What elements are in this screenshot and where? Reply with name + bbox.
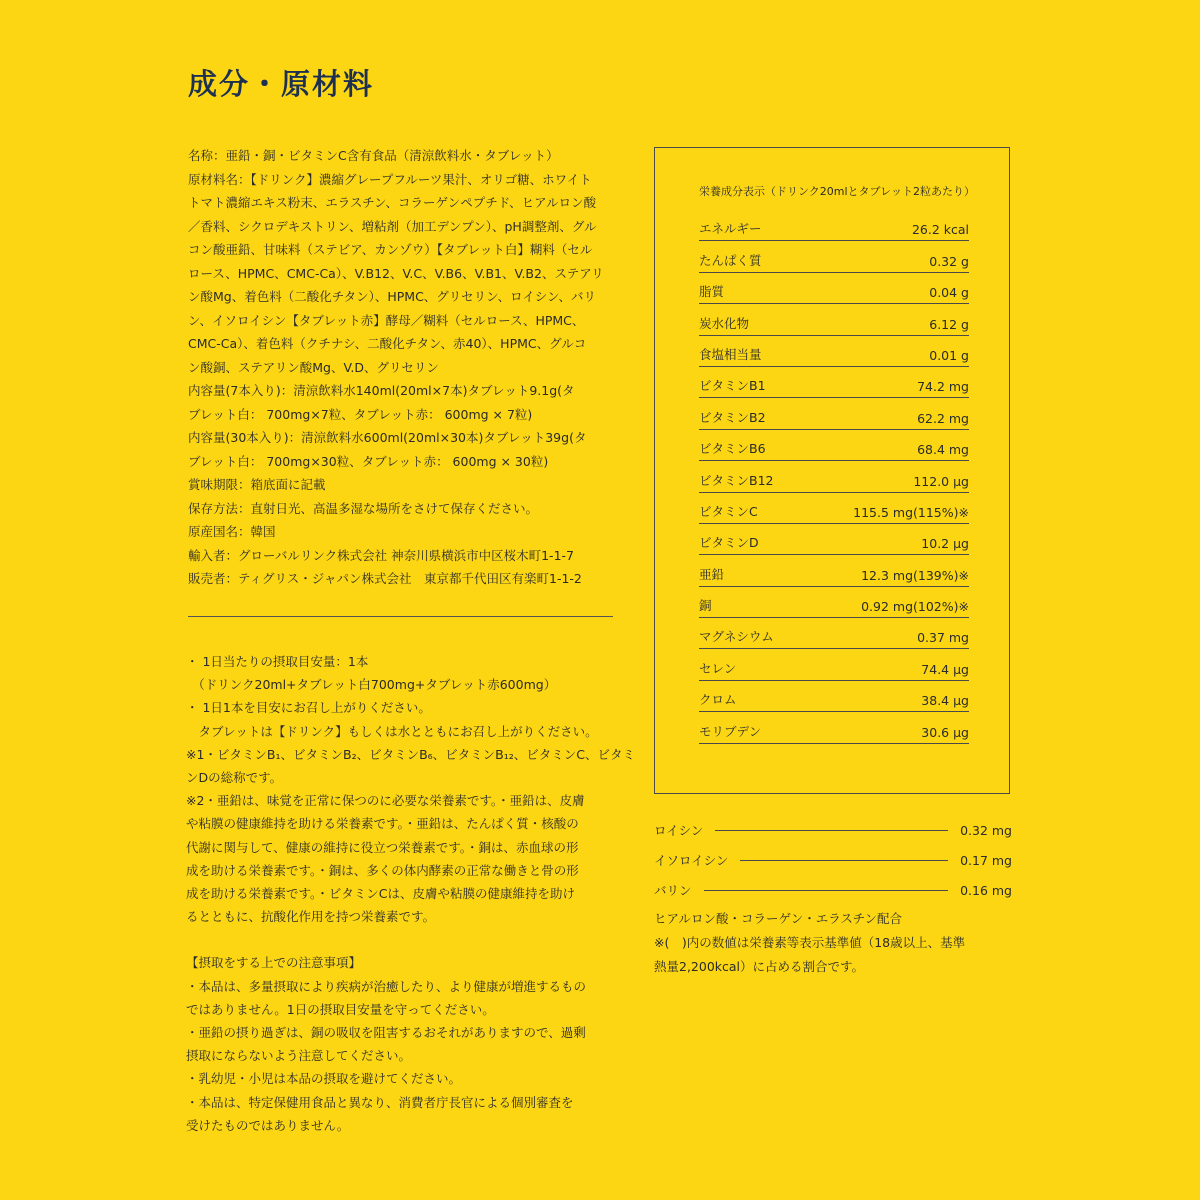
ingredient-line: ブレット白： 700mg×30粒、タブレット赤： 600mg × 30粒) [188,453,549,469]
nutrition-list [699,210,969,744]
nutrition-row [699,587,969,618]
caution-line: ・本品は、特定保健用食品と異なり、消費者庁長官による個別審査を [186,1094,574,1110]
ingredient-line: コン酸亜鉛、甘味料（ステビア、カンゾウ）【タブレット白】糊料（セル [188,242,593,257]
nutrition-row [699,367,969,398]
nutrient-label: ビタミンD [699,535,759,551]
nutrient-label: エネルギー [699,221,762,237]
caution-heading: 【摂取をする上での注意事項】 [186,955,362,971]
nutrient-label: モリブデン [699,723,762,739]
caution-line: 受けたものではありません。 [186,1117,350,1133]
caution-line: ・亜鉛の摂り過ぎは、銅の吸収を阻害するおそれがありますので、過剰 [186,1025,586,1041]
nutrient-value: 0.01 g [929,347,969,363]
nutrient-label: 炭水化物 [699,315,750,331]
nutrient-value: 38.4 μg [921,693,969,709]
nutrient-label: 食塩相当量 [699,346,762,362]
nutrition-row [699,210,969,241]
nutrient-label: 脂質 [699,284,725,300]
nutrition-row [699,524,969,555]
note-line: タブレットは【ドリンク】もしくは水とともにお召し上がりください。 [186,723,598,739]
footer-line: ※( )内の数値は栄養素等表示基準値（18歳以上、基準 [654,935,966,950]
ingredient-line: 原産国名：韓国 [188,524,276,539]
note-line: ※1・ビタミンB₁、ビタミンB₂、ビタミンB₆、ビタミンB₁₂、ビタミンC、ビタミ [186,746,636,762]
nutrition-row [699,241,969,272]
nutrient-value: 30.6 μg [921,724,969,740]
ingredient-line: ン酸Mg、着色料（二酸化チタン）、HPMC、グリセリン、ロイシン、バリ [188,289,596,304]
nutrient-label: クロム [699,692,737,708]
note-line: ・ 1日当たりの摂取目安量：1本 [186,654,369,669]
ingredient-line: 内容量(7本入り)：清涼飲料水140ml(20ml×7本)タブレット9.1g(タ [188,383,575,398]
nutrient-label: セレン [699,660,737,676]
nutrient-value: 112.0 μg [913,473,969,489]
nutrition-row [699,555,969,586]
nutrient-label: ビタミンB2 [699,409,766,425]
note-line: （ドリンク20ml+タブレット白700mg+タブレット赤600mg） [186,677,557,693]
nutrition-row [699,461,969,492]
nutrition-row [699,273,969,304]
note-line: ンDの総称です。 [186,770,283,786]
nutrient-value: 0.04 g [929,285,969,301]
nutrient-value: 26.2 kcal [911,222,969,238]
note-line: 成を助ける栄養素です。・ビタミンCは、皮膚や粘膜の健康維持を助け [186,886,575,902]
nutrient-label: 亜鉛 [699,566,725,582]
nutrition-row [699,649,969,680]
nutrient-value: 68.4 mg [917,442,969,458]
nutrition-row [699,618,969,649]
ingredient-line: ／香料、シクロデキストリン、増粘剤（加工デンプン）、pH調整剤、グル [188,218,597,234]
amino-row [654,815,1012,845]
nutrition-facts-box [654,147,1010,794]
note-line: るとともに、抗酸化作用を持つ栄養素です。 [186,909,436,925]
nutrition-heading: 栄養成分表示（ドリンク20mlとタブレット2粒あたり） [699,185,975,198]
leader-line [704,890,949,891]
nutrient-value: 12.3 mg(139%)※ [861,567,969,583]
ingredient-line: 賞味期限：箱底面に記載 [188,477,326,492]
leader-line [740,860,948,861]
nutrient-value: 10.2 μg [921,536,969,552]
ingredient-line: 輸入者：グローバルリンク株式会社 神奈川県横浜市中区桜木町1-1-7 [188,547,574,563]
note-line: ※2・亜鉛は、味覚を正常に保つのに必要な栄養素です。・亜鉛は、皮膚 [186,793,585,809]
leader-line [715,830,948,831]
footer-line: 熱量2,200kcal）に占める割合です。 [654,959,865,974]
notes-block [186,650,636,1137]
nutrient-label: 銅 [699,598,712,614]
note-line: ・ 1日1本を目安にお召し上がりください。 [186,700,431,716]
note-line: 成を助ける栄養素です。・銅は、多くの体内酵素の正常な働きと骨の形 [186,862,579,878]
page-title: 成分・原材料 [188,67,375,101]
nutrient-value: 0.92 mg(102%)※ [861,599,969,615]
nutrient-label: ビタミンB12 [699,472,774,488]
ingredient-line: ン酸銅、ステアリン酸Mg、V.D、グリセリン [188,359,439,375]
nutrient-value: 62.2 mg [917,410,969,426]
caution-line: ・乳幼児・小児は本品の摂取を避けてください。 [186,1071,462,1087]
caution-line: 摂取にならないよう注意してください。 [186,1048,412,1064]
nutrition-row [699,304,969,335]
nutrition-row [699,336,969,367]
note-line: 代謝に関与して、健康の維持に役立つ栄養素です。・銅は、赤血球の形 [186,839,579,855]
nutrient-label: ビタミンB1 [699,378,766,394]
amino-value: 0.32 mg [960,822,1012,838]
ingredient-line: 名称：亜鉛・銅・ビタミンC含有食品（清涼飲料水・タブレット） [188,148,559,163]
caution-line: ・本品は、多量摂取により疾病が治癒したり、より健康が増進するもの [186,978,587,994]
amino-label: バリン [654,883,692,898]
ingredient-line: 内容量(30本入り)：清涼飲料水600ml(20ml×30本)タブレット39g(タ [188,430,587,445]
amino-label: イソロイシン [654,853,729,868]
ingredient-line: ン、イソロイシン【タブレット赤】酵母／糊料（セルロース、HPMC、 [188,312,585,328]
ingredients-block [188,144,638,591]
ingredient-line: 保存方法：直射日光、高温多湿な場所をさけて保存ください。 [188,500,539,516]
ingredient-line: CMC-Ca）、着色料（クチナシ、二酸化チタン、赤40）、HPMC、グルコ [188,336,587,351]
footer-notes [654,907,1014,979]
amino-row [654,845,1012,875]
amino-value: 0.17 mg [960,852,1012,868]
nutrient-label: ビタミンC [699,503,758,519]
nutrient-label: マグネシウム [699,629,774,645]
nutrition-row [699,493,969,524]
note-spacer [186,928,636,951]
amino-value: 0.16 mg [960,882,1012,898]
caution-line: ではありません。1日の摂取目安量を守ってください。 [186,1001,495,1017]
ingredient-line: ブレット白： 700mg×7粒、タブレット赤： 600mg × 7粒) [188,406,533,422]
nutrient-value: 0.37 mg [917,630,969,646]
nutrition-row [699,681,969,712]
amino-row [654,875,1012,905]
section-divider [188,616,613,617]
nutrition-row [699,398,969,429]
nutrient-label: ビタミンB6 [699,441,766,457]
nutrition-row [699,430,969,461]
nutrient-value: 115.5 mg(115%)※ [853,504,969,520]
footer-line: ヒアルロン酸・コラーゲン・エラスチン配合 [654,911,903,926]
note-line: や粘膜の健康維持を助ける栄養素です。・亜鉛は、たんぱく質・核酸の [186,816,579,832]
ingredient-line: ロース、HPMC、CMC-Ca）、V.B12、V.C、V.B6、V.B1、V.B2、ステアリ [188,265,604,281]
amino-label: ロイシン [654,823,704,838]
nutrient-value: 6.12 g [929,316,969,332]
nutrient-value: 74.2 mg [917,379,969,395]
ingredient-line: 販売者：ティグリス・ジャパン株式会社 東京都千代田区有楽町1-1-2 [188,571,582,586]
nutrition-row [699,712,969,743]
amino-acid-list [654,815,1012,905]
nutrient-label: たんぱく質 [699,252,762,268]
ingredient-line: トマト濃縮エキス粉末、エラスチン、コラーゲンペプチド、ヒアルロン酸 [188,195,597,210]
nutrient-value: 0.32 g [929,253,969,269]
ingredient-line: 原材料名：【ドリンク】濃縮グレープフルーツ果汁、オリゴ糖、ホワイト [188,171,592,187]
nutrient-value: 74.4 μg [921,661,969,677]
